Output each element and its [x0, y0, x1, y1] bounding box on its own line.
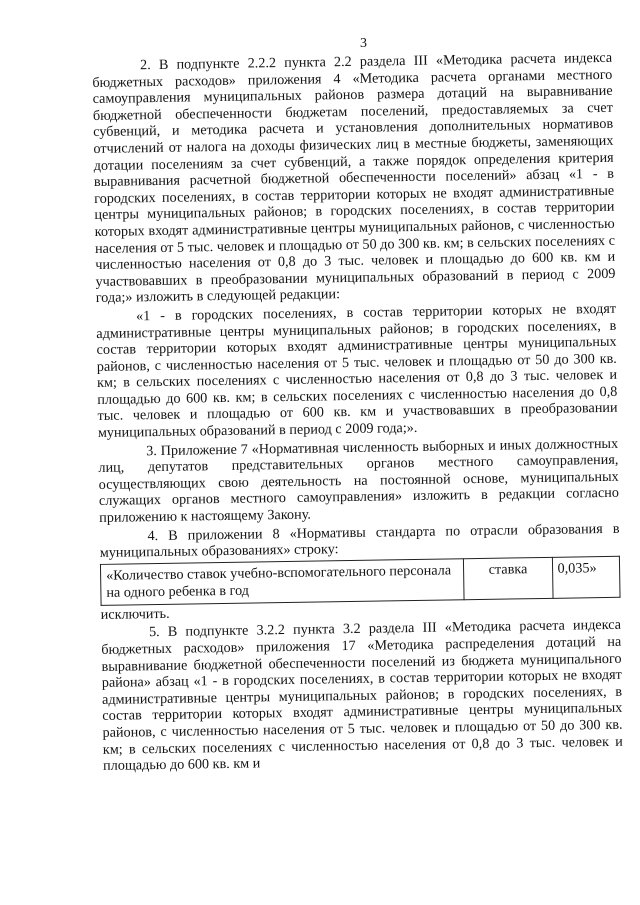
- table-cell-name: «Количество ставок учебно-вспомогательного персонала на одного ребенка в год: [100, 559, 464, 606]
- norms-table-grid: [100, 556, 621, 606]
- paragraph-item-5: 5. В подпункте 3.2.2 пункта 3.2 раздела III «Методика расчета индекса бюджетных расходов» приложения 17 «Методика распределения дотаций на выравнивание бюджетной обеспеченности поселений из бюджета муниципального района» абзац «1 - в городских поселениях, в состав территории которых не входят административные центры муниципальных районов; в городских поселениях, в состав территории которых входят административные центры муниципальных районов, с численностью населения от 5 тыс. человек и площадью от 50 до 300 кв. км; в сельских поселениях с численностью населения от 0,8 до 3 тыс. человек и площадью до 600 кв. км и: [101, 617, 623, 775]
- paragraph-exclude: исключить.: [100, 605, 170, 623]
- page-number: 3: [360, 36, 367, 51]
- paragraph-quoted-text: «1 - в городских поселениях, в состав территории которых не входят административные центры муниципальных районов; в городских поселениях, в состав территории которых входят административные центры муниципальных районов, с численностью населения от 5 тыс. человек и площадью от 50 до 300 кв. км; в сельских поселениях с численностью населения от 0,8 до 3 тыс. человек и площадью до 600 кв. км; в сельских поселениях с численностью населения до 0,8 тыс. человек и площадью от 600 кв. км и участвовавших в преобразовании муниципальных образований в период с 2009 года;».: [96, 300, 618, 442]
- norms-table: [100, 556, 621, 606]
- document-body: [92, 50, 623, 777]
- table-cell-unit: ставка: [464, 557, 553, 599]
- paragraph-item-3: 3. Приложение 7 «Нормативная численность выборных и иных должностных лиц, депутатов представительных органов местного самоуправления, осуществляющих свою деятельность на постоянной основе, муниципальных служащих органов местного самоуправления» изложить в редакции согласно приложению к настоящему Закону.: [98, 435, 620, 526]
- table-cell-value: 0,035»: [552, 556, 620, 598]
- table-row: [100, 556, 620, 605]
- paragraph-item-2: 2. В подпункте 2.2.2 пункта 2.2 раздела III «Методика расчета индекса бюджетных расходов» приложения 4 «Методика расчета органами местного самоуправления муниципальных районов размера дотаций на выравнивание бюджетной обеспеченности бюджетам поселений, предоставляемых за счет субвенций, и методика расчета и установления дополнительных нормативов отчислений от налога на доходы физических лиц в местные бюджеты, заменяющих дотации поселениям за счет субвенций, а также порядок определения критерия выравнивания расчетной бюджетной обеспеченности поселений» абзац «1 - в городских поселениях, в состав территории которых не входят административные центры муниципальных районов; в городских поселениях, в состав территории которых входят административные центры муниципальных районов, с численностью населения от 5 тыс. человек и площадью от 50 до 300 кв. км; в сельских поселениях с численностью населения от 0,8 до 3 тыс. человек и площадью до 600 кв. км и участвовавших в преобразовании муниципальных образований в период с 2009 года;» изложить в следующей редакции:: [92, 49, 616, 307]
- paragraph-item-4: 4. В приложении 8 «Нормативы стандарта по отрасли образования в муниципальных образованиях» строку:: [99, 520, 620, 562]
